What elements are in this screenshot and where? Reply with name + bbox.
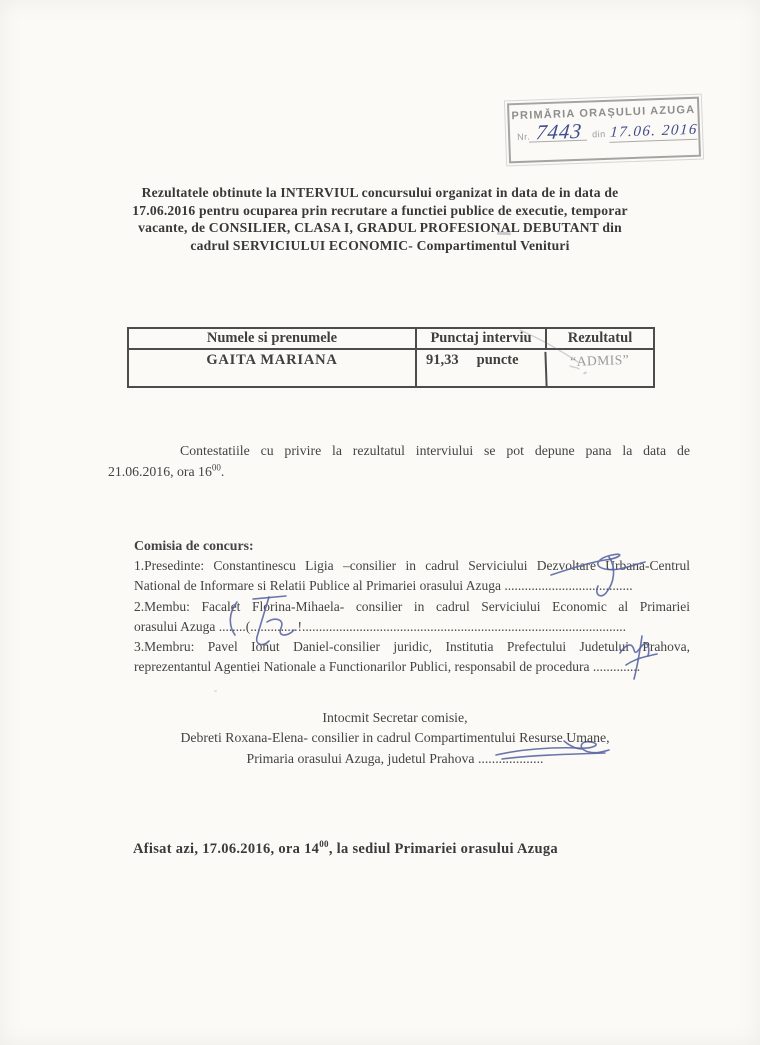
commission-heading: Comisia de concurs:	[134, 538, 254, 553]
contestation-line-1: Contestatiile cu privire la rezultatul interviului se pot depune pana la data de	[180, 443, 690, 458]
stamp-number-row	[510, 118, 699, 147]
commission-line-president: 1.Presedinte: Constantinescu Ligia –consilier in cadrul Serviciului Dezvoltare Urbana-Centrul	[134, 558, 690, 574]
stamp-organization: PRIMĂRIA ORAȘULUI AZUGA	[511, 103, 696, 123]
commission-line-member3-2: reprezentantul Agentiei Nationale a Functionarilor Publici, responsabil de procedura ..............	[134, 659, 641, 675]
commission-section	[134, 536, 690, 677]
table-cell-candidate-name: GAITA MARIANA	[206, 352, 338, 368]
title-line-1: Rezultatele obtinute la INTERVIUL concursului organizat in data de in data de	[141, 185, 619, 200]
commission-line-president-2: National de Informare si Relatii Publice al Primariei orasului Azuga ......................................	[134, 578, 633, 594]
table-cell-score	[415, 350, 545, 386]
posting-notice: Afisat azi, 17.06.2016, ora $14^{00}$, la sediul Primariei orasului Azuga	[133, 839, 558, 857]
stamp-handwritten-date: 17.06. 2016	[609, 122, 698, 143]
table-header-name: Numele si prenumele	[129, 329, 415, 350]
scan-speck	[252, 671, 254, 673]
table-header-result: Rezultatul	[545, 329, 653, 350]
secretary-line-3: Primaria orasului Azuga, judetul Prahova ...................	[246, 750, 544, 766]
contestation-line-2: 21.06.2016, ora $16^{00}$.	[108, 461, 225, 479]
contestation-paragraph	[108, 441, 690, 482]
secretary-section	[110, 708, 680, 769]
table-cell-result: “ADMIS”	[544, 348, 653, 388]
title-line-4: cadrul SERVICIULUI ECONOMIC- Compartimentul Venituri	[190, 237, 570, 253]
hour-superscript-2: 00	[319, 839, 329, 850]
scan-speck	[214, 690, 217, 692]
scan-speck	[232, 666, 235, 668]
hour-superscript: 00	[211, 461, 221, 472]
commission-line-member2-2: orasului Azuga ........(..............!................................................................................................	[134, 618, 626, 634]
secretary-line-2: Debreti Roxana-Elena- consilier in cadrul Compartimentului Resurse Umane,	[180, 730, 610, 746]
title-line-3: vacante, de CONSILIER, CLASA I, GRADUL PROFESIONAL DEBUTANT din	[138, 220, 622, 235]
commission-line-member2: 2.Membu: Facalet Florina-Mihaela- consilier in cadrul Serviciului Economic al Primariei	[134, 598, 690, 614]
registration-stamp	[507, 97, 701, 164]
secretary-line-1: Intocmit Secretar comisie,	[322, 710, 468, 725]
document-title	[106, 184, 654, 254]
table-header-score: Punctaj interviu	[415, 329, 545, 350]
stamp-nr-label: Nr.	[517, 131, 531, 143]
stamp-din-label: din	[591, 128, 606, 140]
score-value: 91,33	[426, 352, 459, 368]
title-line-2: 17.06.2016 pentru ocuparea prin recrutare a functiei publice de executie, temporar	[132, 202, 628, 218]
stamp-handwritten-number: 7443	[529, 122, 589, 143]
score-unit: puncte	[476, 352, 519, 368]
ink-blot	[497, 232, 511, 235]
commission-line-member3: 3.Membru: Pavel Ionut Daniel-consilier juridic, Institutia Prefectului Judetului Prahova,	[134, 639, 690, 655]
results-table	[127, 327, 655, 388]
